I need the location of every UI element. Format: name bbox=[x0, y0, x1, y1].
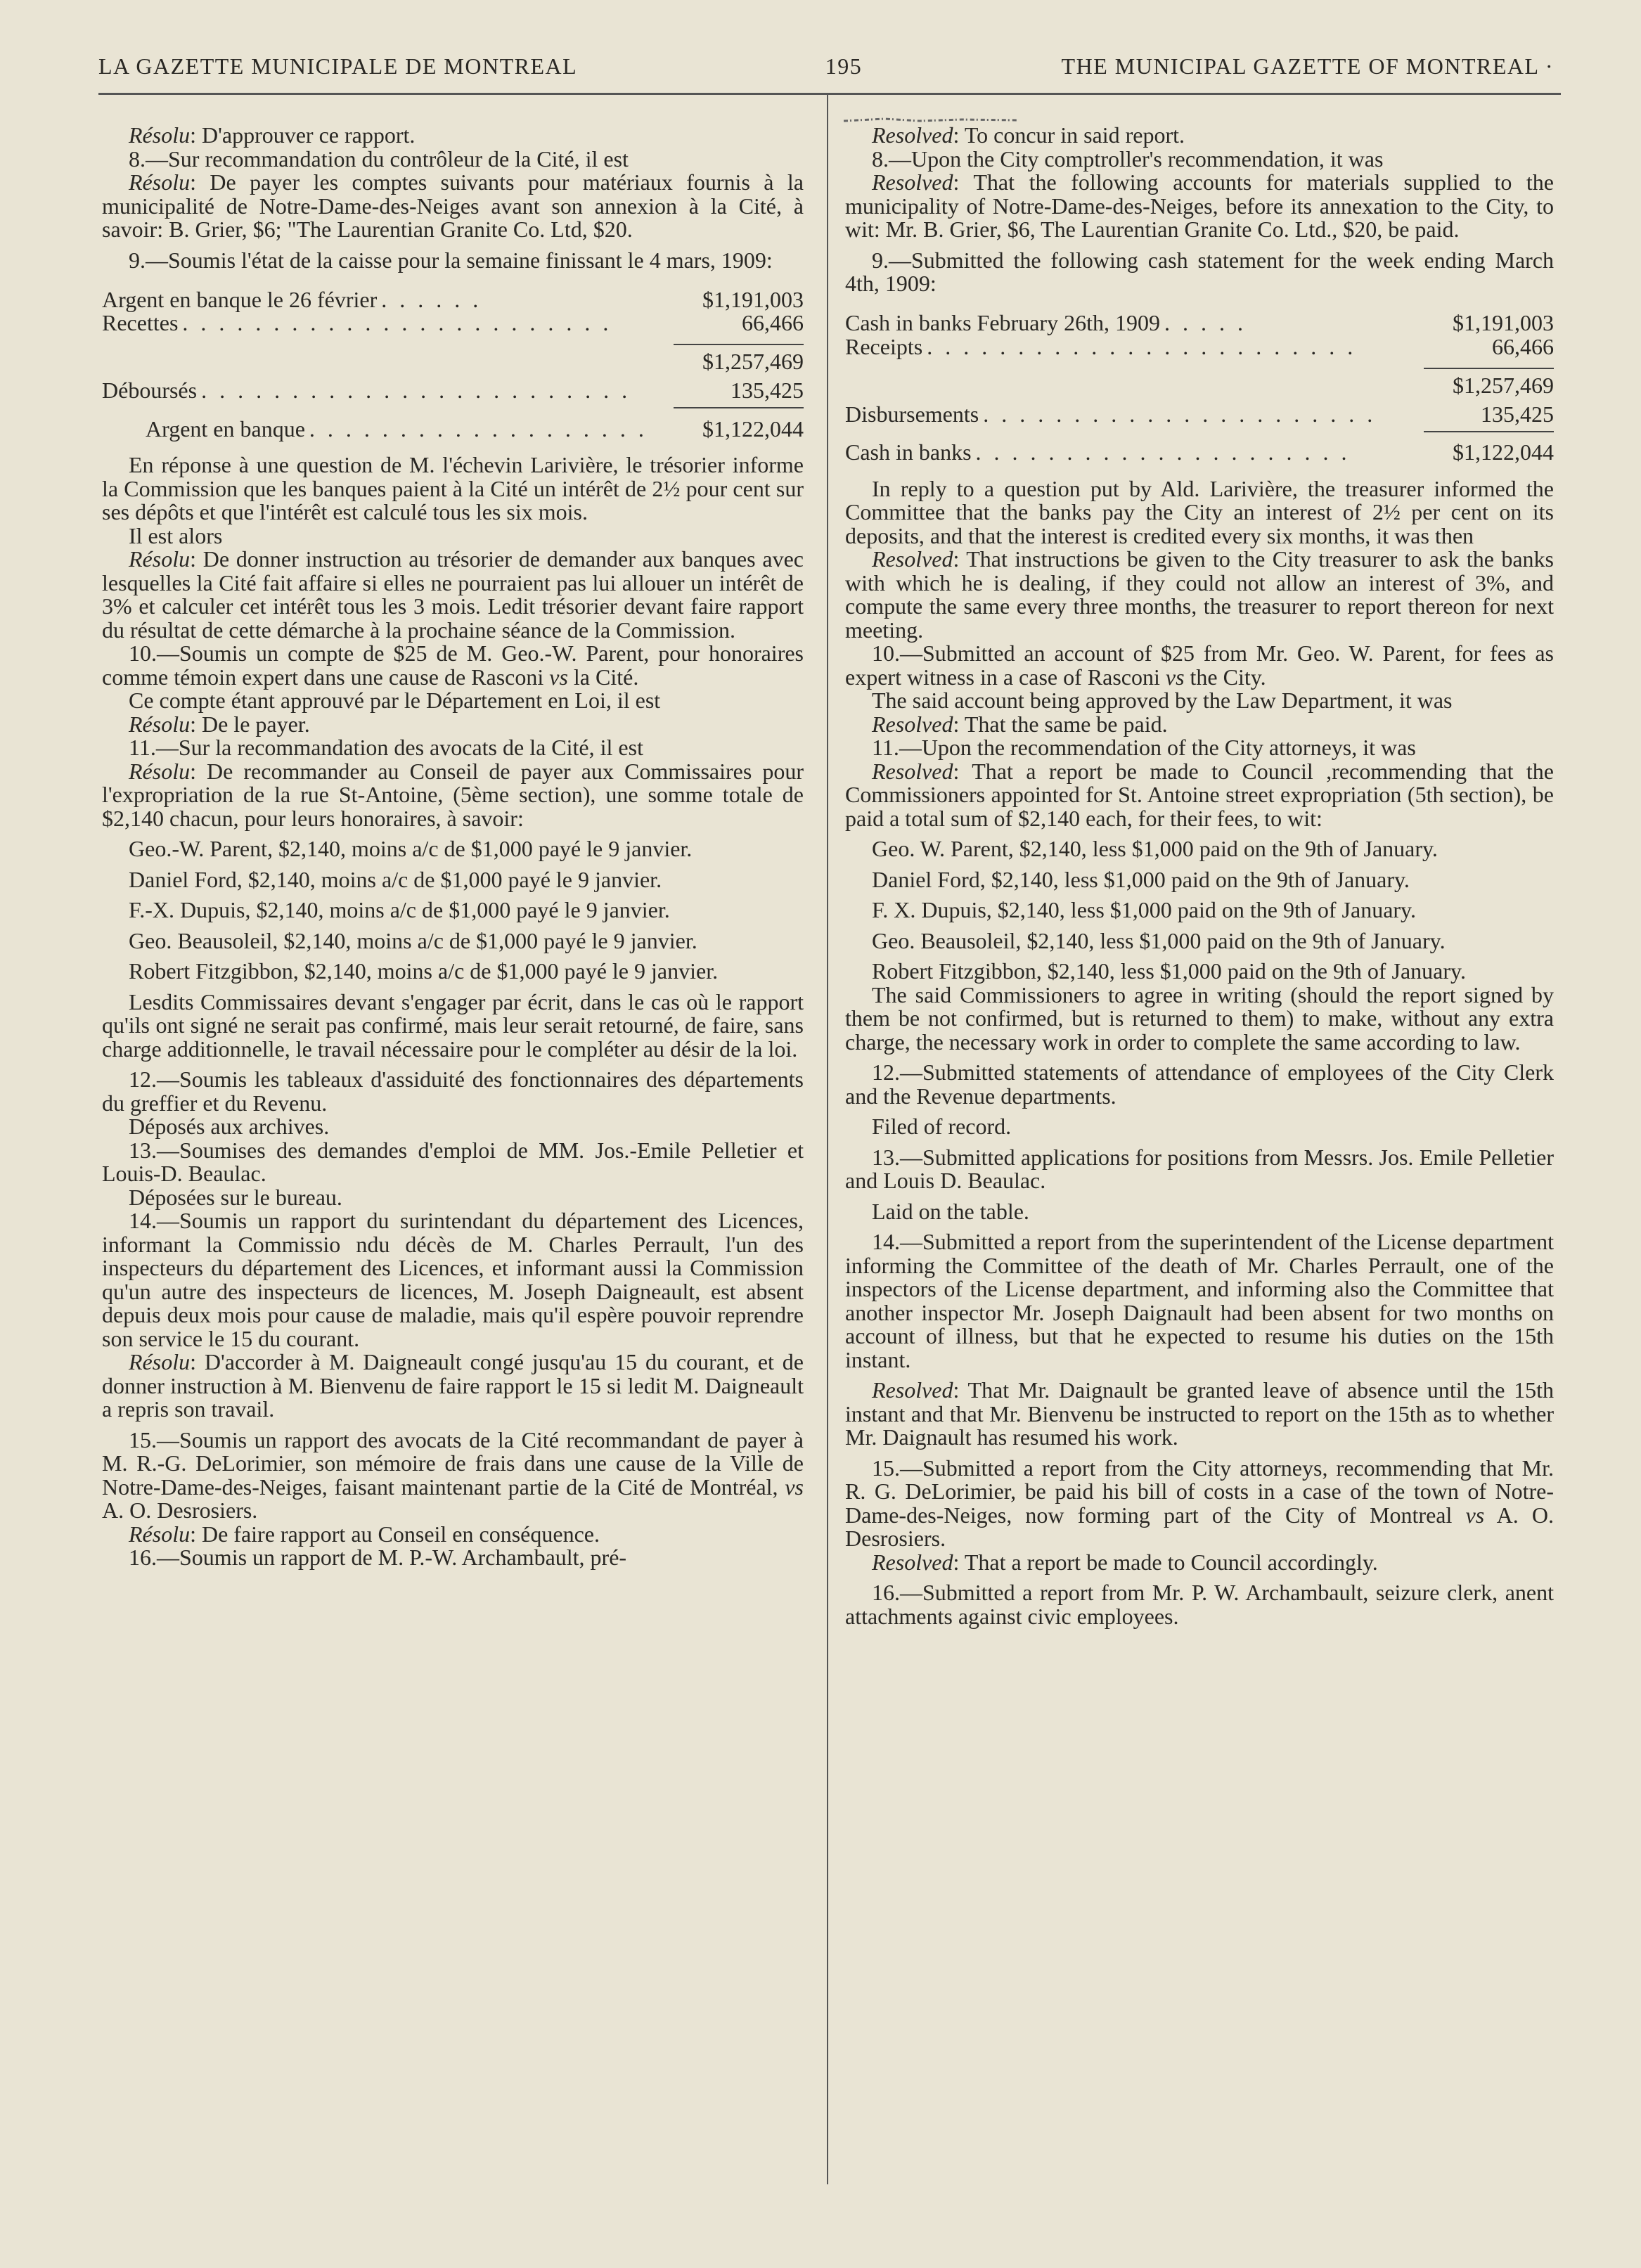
fr-resolution-8: Résolu: De payer les comptes suivants pour matériaux fournis à la municipalité de Notre-Dame-des-Neiges avant son annexion à la Cité, à savoir: B. Grier, $6; "The Laurentian Granite Co. Ltd, $20. bbox=[102, 169, 804, 242]
en-cash-row-opening: Cash in banks February 26th, 1909 . . . . . $1,191,003 bbox=[845, 310, 1554, 335]
fr-cash-row-balance: Argent en banque . . . . . . . . . . . . . . . . . . . $1,122,044 bbox=[146, 415, 804, 442]
en-item-15: 15.—Submitted a report from the City attorneys, recommending that Mr. R. G. DeLorimier, be paid his bill of costs in a case of the town of Notre-Dame-des-Neiges, now forming part of the City of Montreal vs A. O. Desrosiers. bbox=[845, 1455, 1555, 1551]
en-commissioner-3: F. X. Dupuis, $2,140, less $1,000 paid on the 9th of January. bbox=[872, 897, 1416, 922]
en-filed: Filed of record. bbox=[872, 1114, 1012, 1139]
en-item-14: 14.—Submitted a report from the superintendent of the License department informing the Committee of the death of Mr. Charles Perrault, one of the inspectors of the License department, and informing also the Committee that another inspector Mr. Joseph Daignault had been absent for two months on account of illness, but that he expected to resume his duties on the 15th instant. bbox=[845, 1229, 1554, 1372]
en-resolution-10: Resolved: That the same be paid. bbox=[872, 711, 1168, 737]
fr-resolution-interest: Résolu: De donner instruction au trésorier de demander aux banques avec lesquelles la Cité fait affaire si elles ne pourraient pas lui allouer un intérêt de 3% et calculer cet intérêt tous les 3 mois. Ledit trésorier devant faire rapport du résultat de cette démarche à la prochaine séance de la Commission. bbox=[102, 546, 804, 643]
en-cash-subtotal: $1,257,469 bbox=[1453, 372, 1554, 398]
fr-resolution-15: Résolu: De faire rapport au Conseil en conséquence. bbox=[129, 1521, 600, 1547]
fr-resolution-14: Résolu: D'accorder à M. Daigneault congé jusqu'au 15 du courant, et de donner instruction à M. Bienvenu de faire rapport le 15 si ledit M. Daigneault a repris son travail. bbox=[102, 1349, 804, 1422]
en-commissioner-1: Geo. W. Parent, $2,140, less $1,000 paid on the 9th of January. bbox=[872, 836, 1438, 861]
page-header bbox=[98, 53, 1554, 89]
fr-laid-on-table: Déposées sur le bureau. bbox=[129, 1184, 342, 1210]
header-rule bbox=[98, 93, 1561, 95]
fr-item-14: 14.—Soumis un rapport du surintendant du département des Licences, informant la Commissio ndu décès de M. Charles Perrault, l'un des inspecteurs du département des Licences, et informant aussi la Commission qu'un autre des inspecteurs de licences, M. Joseph Daigneault, est absent depuis deux mois pour cause de maladie, mais qu'il espère pouvoir reprendre son service le 15 du courant. bbox=[102, 1208, 804, 1351]
fr-commissioner-4: Geo. Beausoleil, $2,140, moins a/c de $1,000 payé le 9 janvier. bbox=[129, 927, 697, 953]
en-item-9: 9.—Submitted the following cash statement for the week ending March 4th, 1909: bbox=[845, 247, 1554, 296]
en-resolution-8: Resolved: That the following accounts for materials supplied to the municipality of Notre-Dame-des-Neiges, before its annexation to the City, to wit: Mr. B. Grier, $6, The Laurentian Granite Co. Ltd., $20, be paid. bbox=[845, 169, 1554, 242]
fr-item-8: 8.—Sur recommandation du contrôleur de la Cité, il est bbox=[129, 146, 629, 172]
en-commissioners-condition: The said Commissioners to agree in writing (should the report signed by them be not confirmed, but is returned to them) to make, without any extra charge, the necessary work in order to complete the same according to law. bbox=[845, 981, 1554, 1055]
header-english-title: THE MUNICIPAL GAZETTE OF MONTREAL · bbox=[1061, 53, 1554, 79]
en-commissioner-2: Daniel Ford, $2,140, less $1,000 paid on the 9th of January. bbox=[872, 866, 1410, 892]
fr-item-16: 16.—Soumis un rapport de M. P.-W. Archambault, pré- bbox=[129, 1545, 627, 1570]
en-item-16: 16.—Submitted a report from Mr. P. W. Archambault, seizure clerk, anent attachments against civic employees. bbox=[845, 1580, 1554, 1629]
fr-commissioner-1: Geo.-W. Parent, $2,140, moins a/c de $1,000 payé le 9 janvier. bbox=[129, 836, 693, 861]
fr-resolution-10: Résolu: De le payer. bbox=[129, 711, 310, 737]
fr-commissioner-5: Robert Fitzgibbon, $2,140, moins a/c de $1,000 payé le 9 janvier. bbox=[129, 958, 719, 984]
en-resolution-1: Resolved: To concur in said report. bbox=[872, 122, 1185, 148]
en-laid-on-table: Laid on the table. bbox=[872, 1198, 1029, 1224]
en-resolution-14: Resolved: That Mr. Daignault be granted leave of absence until the 15th instant and that Mr. Bienvenu be instructed to report on the 15th as to whether Mr. Daignault has resumed his work. bbox=[845, 1377, 1554, 1450]
fr-cash-row-receipts: Recettes . . . . . . . . . . . . . . . . . . . . . . . . 66,466 bbox=[102, 310, 804, 335]
fr-item-10: 10.—Soumis un compte de $25 de M. Geo.-W. Parent, pour honoraires comme témoin expert dans une cause de Rasconi vs la Cité. bbox=[102, 640, 804, 690]
fr-it-is: Il est alors bbox=[129, 522, 223, 548]
fr-item-11: 11.—Sur la recommandation des avocats de la Cité, il est bbox=[129, 735, 643, 760]
english-column bbox=[845, 124, 1554, 1628]
en-item-12: 12.—Submitted statements of attendance of employees of the City Clerk and the Revenue departments. bbox=[845, 1059, 1554, 1109]
en-item-11: 11.—Upon the recommendation of the City attorneys, it was bbox=[872, 735, 1416, 760]
header-french-title: LA GAZETTE MUNICIPALE DE MONTREAL bbox=[98, 53, 578, 79]
en-resolution-interest: Resolved: That instructions be given to the City treasurer to ask the banks with which he is dealing, if they could not allow an interest of 3%, and compute the same every three months, the treasurer to report thereon for next meeting. bbox=[845, 546, 1554, 643]
fr-item-15: 15.—Soumis un rapport des avocats de la Cité recommandant de payer à M. R.-G. DeLorimier, son mémoire de frais dans une cause de la Ville de Notre-Dame-des-Neiges, faisant maintenant partie de la Cité de Montréal, vs A. O. Desrosiers. bbox=[102, 1426, 804, 1523]
page-number: 195 bbox=[825, 53, 863, 79]
en-interest-reply: In reply to a question put by Ald. Larivière, the treasurer informed the Committee that the banks pay the City an interest of 2½ per cent on its deposits, and that the interest is credited every six months, it was then bbox=[845, 475, 1554, 548]
fr-commissioner-2: Daniel Ford, $2,140, moins a/c de $1,000 payé le 9 janvier. bbox=[129, 866, 662, 892]
column-divider bbox=[827, 93, 828, 2184]
fr-item-12: 12.—Soumis les tableaux d'assiduité des fonctionnaires des départements du greffier et du Revenu. bbox=[102, 1067, 804, 1116]
fr-item-9: 9.—Soumis l'état de la caisse pour la semaine finissant le 4 mars, 1909: bbox=[129, 247, 773, 273]
fr-filed: Déposés aux archives. bbox=[129, 1114, 330, 1139]
fr-cash-statement bbox=[102, 279, 804, 441]
fr-commissioners-condition: Lesdits Commissaires devant s'engager par écrit, dans le cas où le rapport qu'ils ont signé ne serait pas confirmé, mais leur serait retourné, de faire, sans charge additionnelle, le travail nécessaire pour le compléter au désir de la loi. bbox=[102, 988, 804, 1062]
fr-item-13: 13.—Soumises des demandes d'emploi de MM. Jos.-Emile Pelletier et Louis-D. Beaulac. bbox=[102, 1137, 804, 1186]
fr-cash-row-disbursements: Déboursés . . . . . . . . . . . . . . . . . . . . . . . . 135,425 bbox=[102, 378, 804, 403]
en-cash-row-receipts: Receipts . . . . . . . . . . . . . . . . . . . . . . . . 66,466 bbox=[845, 333, 1554, 359]
en-resolution-11: Resolved: That a report be made to Council ,recommending that the Commissioners appointed for St. Antoine street expropriation (5th section), be paid a total sum of $2,140 each, for their fees, to wit: bbox=[845, 758, 1554, 831]
en-cash-statement bbox=[845, 303, 1554, 465]
en-approval-law: The said account being approved by the Law Department, it was bbox=[872, 688, 1453, 713]
en-commissioner-4: Geo. Beausoleil, $2,140, less $1,000 paid on the 9th of January. bbox=[872, 927, 1446, 953]
fr-approval-law: Ce compte étant approuvé par le Département en Loi, il est bbox=[129, 688, 661, 713]
fr-commissioner-3: F.-X. Dupuis, $2,140, moins a/c de $1,000 payé le 9 janvier. bbox=[129, 897, 670, 922]
fr-cash-subtotal: $1,257,469 bbox=[702, 349, 804, 375]
en-commissioner-5: Robert Fitzgibbon, $2,140, less $1,000 paid on the 9th of January. bbox=[872, 958, 1466, 984]
en-item-10: 10.—Submitted an account of $25 from Mr. Geo. W. Parent, for fees as expert witness in a case of Rasconi vs the City. bbox=[845, 640, 1554, 690]
en-resolution-15: Resolved: That a report be made to Council accordingly. bbox=[872, 1549, 1378, 1575]
fr-interest-reply: En réponse à une question de M. l'échevin Larivière, le trésorier informe la Commission que les banques paient à la Cité un intérêt de 2½ pour cent sur ses dépôts et que l'intérêt est calculé tous les six mois. bbox=[102, 452, 804, 524]
french-column bbox=[102, 124, 804, 1570]
en-item-8: 8.—Upon the City comptroller's recommendation, it was bbox=[872, 146, 1384, 172]
en-item-13: 13.—Submitted applications for positions from Messrs. Jos. Emile Pelletier and Louis D. Beaulac. bbox=[845, 1144, 1554, 1193]
fr-resolution-11: Résolu: De recommander au Conseil de payer aux Commissaires pour l'expropriation de la rue St-Antoine, (5ème section), une somme totale de $2,140 chacun, pour leurs honoraires, à savoir: bbox=[102, 758, 804, 831]
fr-resolution-1: Résolu: D'approuver ce rapport. bbox=[129, 122, 416, 148]
en-cash-row-balance: Cash in banks . . . . . . . . . . . . . . . . . . . . . $1,122,044 bbox=[845, 439, 1554, 465]
fr-cash-row-opening: Argent en banque le 26 février . . . . . . $1,191,003 bbox=[102, 286, 804, 312]
en-cash-row-disbursements: Disbursements . . . . . . . . . . . . . . . . . . . . . . 135,425 bbox=[845, 401, 1554, 427]
